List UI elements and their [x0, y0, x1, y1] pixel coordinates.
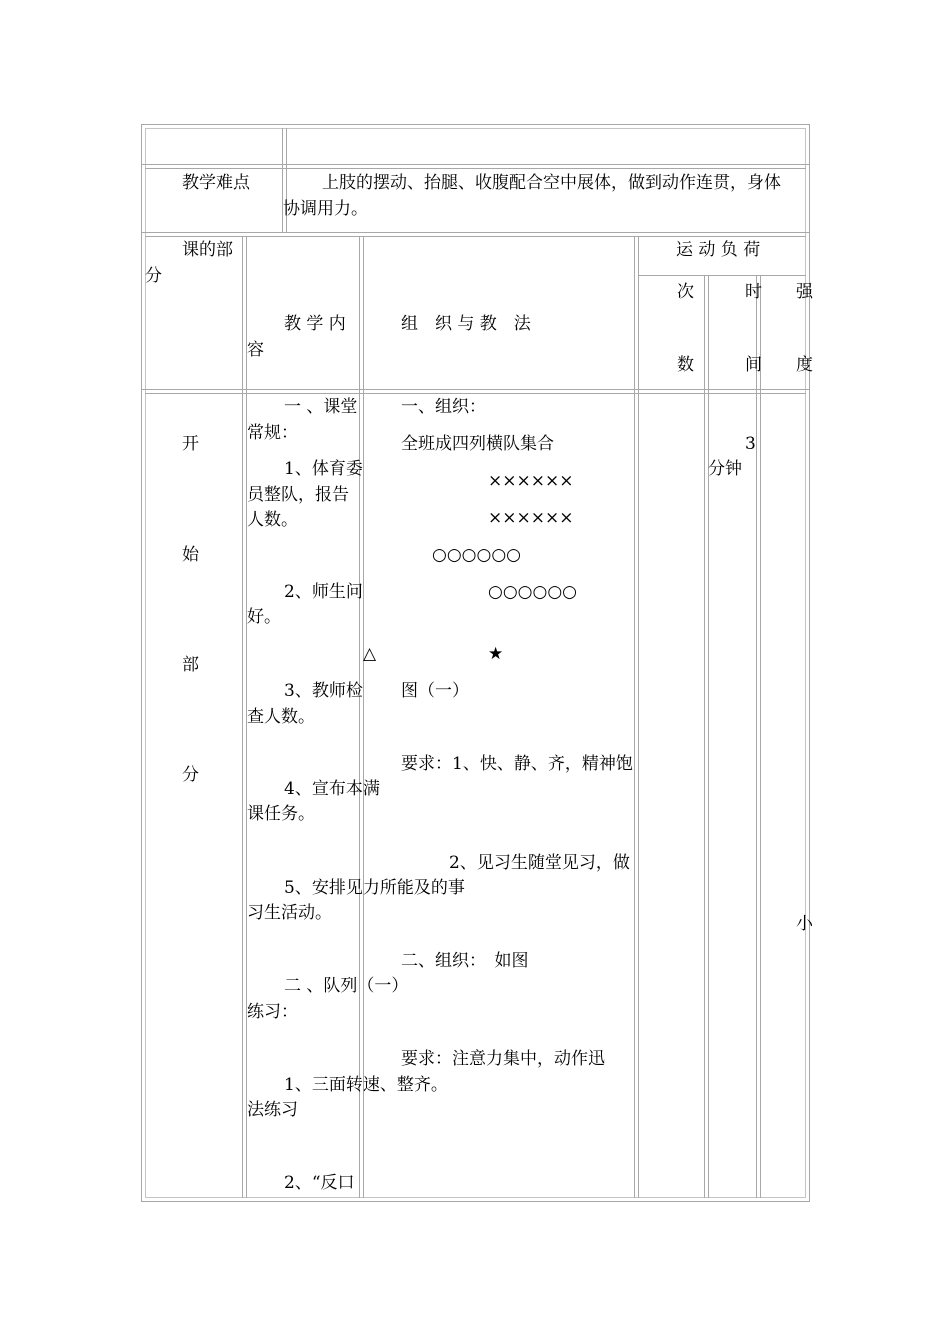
- content-line: 2、“反口: [284, 1173, 355, 1193]
- content-line: 5、安排见力所能及的事: [284, 878, 465, 898]
- formation-row: ○○○○○○: [432, 545, 522, 565]
- header-section-line2: 分: [145, 266, 162, 286]
- difficulty-text-line1: 上肢的摆动、抬腿、收腹配合空中展体，做到动作连贯，身体: [322, 173, 781, 193]
- triangle-icon: △: [363, 644, 377, 664]
- header-count-top: 次: [677, 282, 694, 302]
- content-line: 3、教师检: [284, 681, 363, 701]
- lesson-table-inner-border: [145, 128, 806, 1198]
- column-divider: [634, 236, 635, 1198]
- section-char: 分: [182, 765, 199, 785]
- header-method: 组 织 与 教 法: [401, 314, 531, 334]
- formation-row: ○○○○○○: [488, 582, 578, 602]
- row-divider: [141, 232, 810, 233]
- column-divider: [242, 236, 243, 1198]
- header-count-bottom: 数: [677, 355, 694, 375]
- content-line: 常规：: [247, 423, 298, 443]
- column-divider: [760, 276, 761, 1198]
- header-time-bottom: 间: [745, 355, 762, 375]
- star-icon: ★: [488, 644, 504, 664]
- column-divider: [708, 276, 709, 1198]
- content-line: 1、三面转速、整齐。: [284, 1075, 448, 1095]
- formation-row: ××××××: [488, 471, 574, 491]
- time-value: 3: [745, 434, 756, 454]
- row-divider: [638, 275, 806, 276]
- column-divider: [704, 276, 705, 1198]
- section-char: 开: [182, 434, 199, 454]
- difficulty-label: 教学难点: [182, 173, 250, 193]
- difficulty-text-line2: 协调用力。: [283, 199, 368, 219]
- content-line: 好。: [247, 607, 281, 627]
- row-divider: [145, 236, 806, 237]
- content-line: 二 、队列（一）: [284, 976, 409, 996]
- content-line: 法练习: [247, 1100, 298, 1120]
- content-line: 2、师生问: [284, 582, 363, 602]
- content-line: 4、宣布本满: [284, 779, 380, 799]
- header-load-group: 运 动 负 荷: [676, 240, 761, 260]
- column-divider: [359, 236, 360, 1198]
- method-line: 一、组织：: [401, 397, 486, 417]
- section-char: 始: [182, 545, 199, 565]
- header-content-line1: 教 学 内: [284, 314, 346, 334]
- row-divider: [145, 168, 806, 169]
- figure-label: 图（一）: [401, 681, 469, 701]
- row-divider: [145, 393, 806, 394]
- method-line: 要求：1、快、静、齐，精神饱: [401, 754, 633, 774]
- column-divider: [756, 276, 757, 1198]
- header-content-line2: 容: [247, 340, 264, 360]
- content-line: 人数。: [247, 510, 298, 530]
- header-intensity-bottom: 度: [796, 355, 813, 375]
- content-line: 员整队，报告: [247, 485, 349, 505]
- section-char: 部: [182, 655, 199, 675]
- method-line: 2、见习生随堂见习，做: [449, 853, 630, 873]
- content-line: 习生活动。: [247, 903, 332, 923]
- content-line: 查人数。: [247, 707, 315, 727]
- content-line: 课任务。: [247, 804, 315, 824]
- header-intensity-top: 强: [796, 282, 813, 302]
- time-value-unit: 分钟: [708, 459, 742, 479]
- column-divider: [363, 236, 364, 1198]
- row-divider: [141, 164, 810, 165]
- formation-row: ××××××: [488, 508, 574, 528]
- intensity-value: 小: [796, 914, 813, 934]
- content-line: 一 、课堂: [284, 397, 358, 417]
- column-divider: [638, 236, 639, 1198]
- header-time-top: 时: [745, 282, 762, 302]
- header-section-line1: 课的部: [182, 240, 233, 260]
- method-line: 二、组织： 如图: [401, 951, 529, 971]
- content-line: 1、体育委: [284, 459, 363, 479]
- method-line: 全班成四列横队集合: [401, 434, 554, 454]
- content-line: 练习：: [247, 1002, 298, 1022]
- method-line: 要求：注意力集中，动作迅: [401, 1049, 605, 1069]
